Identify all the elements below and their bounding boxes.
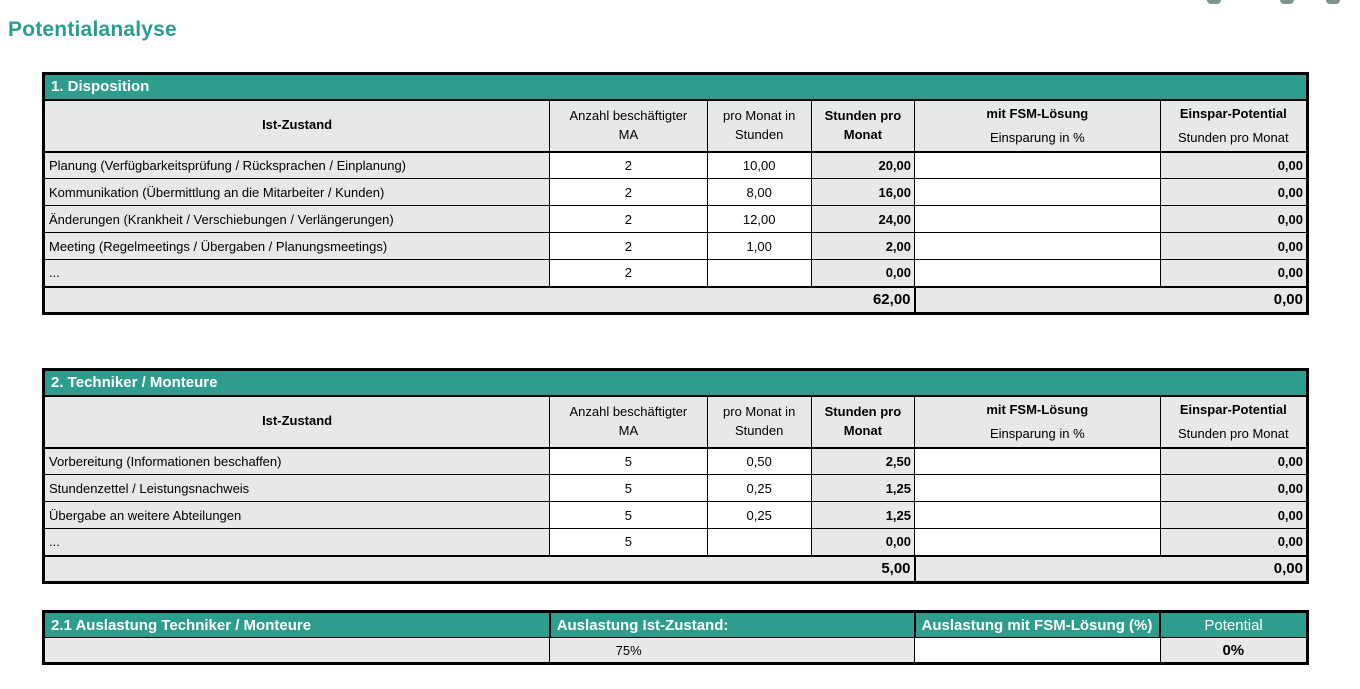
table-row xyxy=(44,206,1308,233)
total-stunden: 5,00 xyxy=(44,556,915,583)
techniker-header-row xyxy=(44,396,1308,448)
row-label: Änderungen (Krankheit / Verschiebungen / Verlängerungen) xyxy=(44,206,550,233)
fsm-einsparung-cell[interactable] xyxy=(915,260,1161,287)
row-label: Meeting (Regelmeetings / Übergaben / Planungsmeetings) xyxy=(44,233,550,260)
logo-fragment-icon xyxy=(1280,0,1294,4)
pro-monat-cell[interactable]: 0,50 xyxy=(707,448,811,475)
column-header-einspar-potential: Einspar-Potential Stunden pro Monat xyxy=(1160,100,1307,152)
page-title: Potentialanalyse xyxy=(8,18,177,41)
einspar-potential-cell: 0,00 xyxy=(1160,448,1307,475)
disposition-header-row xyxy=(44,100,1308,152)
anzahl-ma-cell[interactable]: 2 xyxy=(550,206,707,233)
stunden-pro-monat-cell: 1,25 xyxy=(811,475,914,502)
row-label: Vorbereitung (Informationen beschaffen) xyxy=(44,448,550,475)
stunden-pro-monat-cell: 0,00 xyxy=(811,260,914,287)
einspar-potential-cell: 0,00 xyxy=(1160,475,1307,502)
stunden-pro-monat-cell: 20,00 xyxy=(811,152,914,179)
table-row xyxy=(44,448,1308,475)
total-potential: 0,00 xyxy=(915,287,1308,314)
stunden-pro-monat-cell: 16,00 xyxy=(811,179,914,206)
column-header-pro-monat: pro Monat in Stunden xyxy=(707,100,811,152)
table-row xyxy=(44,179,1308,206)
anzahl-ma-cell[interactable]: 2 xyxy=(550,260,707,287)
auslastung-table xyxy=(42,610,1309,665)
pro-monat-cell[interactable]: 0,25 xyxy=(707,475,811,502)
row-label: Kommunikation (Übermittlung an die Mitarbeiter / Kunden) xyxy=(44,179,550,206)
potential-label: Potential xyxy=(1160,612,1307,638)
auslastung-ist-label: Auslastung Ist-Zustand: xyxy=(550,612,915,638)
stunden-pro-monat-cell: 2,00 xyxy=(811,233,914,260)
techniker-table-title: 2. Techniker / Monteure xyxy=(44,370,1308,396)
fsm-einsparung-cell[interactable] xyxy=(915,502,1161,529)
einspar-potential-cell: 0,00 xyxy=(1160,206,1307,233)
fsm-einsparung-cell[interactable] xyxy=(915,206,1161,233)
logo-fragment-icon xyxy=(1207,0,1221,4)
column-header-ist-zustand: Ist-Zustand xyxy=(44,100,550,152)
pro-monat-cell[interactable]: 1,00 xyxy=(707,233,811,260)
auslastung-fsm-input-cell[interactable] xyxy=(915,638,1161,664)
total-stunden: 62,00 xyxy=(44,287,915,314)
pro-monat-cell[interactable]: 8,00 xyxy=(707,179,811,206)
auslastung-value-row xyxy=(44,638,1308,664)
auslastung-ist-value: 75% xyxy=(550,638,915,664)
empty-cell xyxy=(44,638,550,664)
techniker-table xyxy=(42,368,1309,584)
pro-monat-cell[interactable]: 10,00 xyxy=(707,152,811,179)
einspar-potential-cell: 0,00 xyxy=(1160,260,1307,287)
fsm-einsparung-cell[interactable] xyxy=(915,233,1161,260)
column-header-anzahl-ma: Anzahl beschäftigter MA xyxy=(550,396,707,448)
total-potential: 0,00 xyxy=(915,556,1308,583)
column-header-stunden-pro-monat: Stunden pro Monat xyxy=(811,100,914,152)
einspar-potential-cell: 0,00 xyxy=(1160,152,1307,179)
fsm-einsparung-cell[interactable] xyxy=(915,179,1161,206)
pro-monat-cell[interactable]: 0,25 xyxy=(707,502,811,529)
anzahl-ma-cell[interactable]: 5 xyxy=(550,529,707,556)
row-label: ... xyxy=(44,260,550,287)
row-label: Stundenzettel / Leistungsnachweis xyxy=(44,475,550,502)
logo-fragment-icon xyxy=(1326,0,1340,4)
auslastung-fsm-label: Auslastung mit FSM-Lösung (%) xyxy=(915,612,1161,638)
anzahl-ma-cell[interactable]: 5 xyxy=(550,475,707,502)
row-label: ... xyxy=(44,529,550,556)
column-header-anzahl-ma: Anzahl beschäftigter MA xyxy=(550,100,707,152)
table-row xyxy=(44,529,1308,556)
disposition-total-row xyxy=(44,287,1308,314)
pro-monat-cell[interactable] xyxy=(707,260,811,287)
column-header-ist-zustand: Ist-Zustand xyxy=(44,396,550,448)
row-label: Übergabe an weitere Abteilungen xyxy=(44,502,550,529)
pro-monat-cell[interactable] xyxy=(707,529,811,556)
table-row xyxy=(44,260,1308,287)
table-row xyxy=(44,502,1308,529)
fsm-einsparung-cell[interactable] xyxy=(915,448,1161,475)
table-row xyxy=(44,233,1308,260)
pro-monat-cell[interactable]: 12,00 xyxy=(707,206,811,233)
fsm-einsparung-cell[interactable] xyxy=(915,475,1161,502)
potential-value: 0% xyxy=(1160,638,1307,664)
fsm-einsparung-cell[interactable] xyxy=(915,529,1161,556)
column-header-einspar-potential: Einspar-Potential Stunden pro Monat xyxy=(1160,396,1307,448)
stunden-pro-monat-cell: 1,25 xyxy=(811,502,914,529)
stunden-pro-monat-cell: 24,00 xyxy=(811,206,914,233)
table-row xyxy=(44,475,1308,502)
anzahl-ma-cell[interactable]: 5 xyxy=(550,502,707,529)
anzahl-ma-cell[interactable]: 2 xyxy=(550,179,707,206)
row-label: Planung (Verfügbarkeitsprüfung / Rücksprachen / Einplanung) xyxy=(44,152,550,179)
column-header-fsm-loesung: mit FSM-Lösung Einsparung in % xyxy=(915,396,1161,448)
einspar-potential-cell: 0,00 xyxy=(1160,529,1307,556)
einspar-potential-cell: 0,00 xyxy=(1160,233,1307,260)
disposition-table-title: 1. Disposition xyxy=(44,74,1308,100)
anzahl-ma-cell[interactable]: 2 xyxy=(550,152,707,179)
column-header-pro-monat: pro Monat in Stunden xyxy=(707,396,811,448)
fsm-einsparung-cell[interactable] xyxy=(915,152,1161,179)
anzahl-ma-cell[interactable]: 2 xyxy=(550,233,707,260)
column-header-fsm-loesung: mit FSM-Lösung Einsparung in % xyxy=(915,100,1161,152)
stunden-pro-monat-cell: 2,50 xyxy=(811,448,914,475)
techniker-total-row xyxy=(44,556,1308,583)
anzahl-ma-cell[interactable]: 5 xyxy=(550,448,707,475)
stunden-pro-monat-cell: 0,00 xyxy=(811,529,914,556)
table-row xyxy=(44,152,1308,179)
auslastung-header-row xyxy=(44,612,1308,638)
einspar-potential-cell: 0,00 xyxy=(1160,179,1307,206)
einspar-potential-cell: 0,00 xyxy=(1160,502,1307,529)
column-header-stunden-pro-monat: Stunden pro Monat xyxy=(811,396,914,448)
auslastung-table-title: 2.1 Auslastung Techniker / Monteure xyxy=(44,612,550,638)
disposition-table xyxy=(42,72,1309,315)
